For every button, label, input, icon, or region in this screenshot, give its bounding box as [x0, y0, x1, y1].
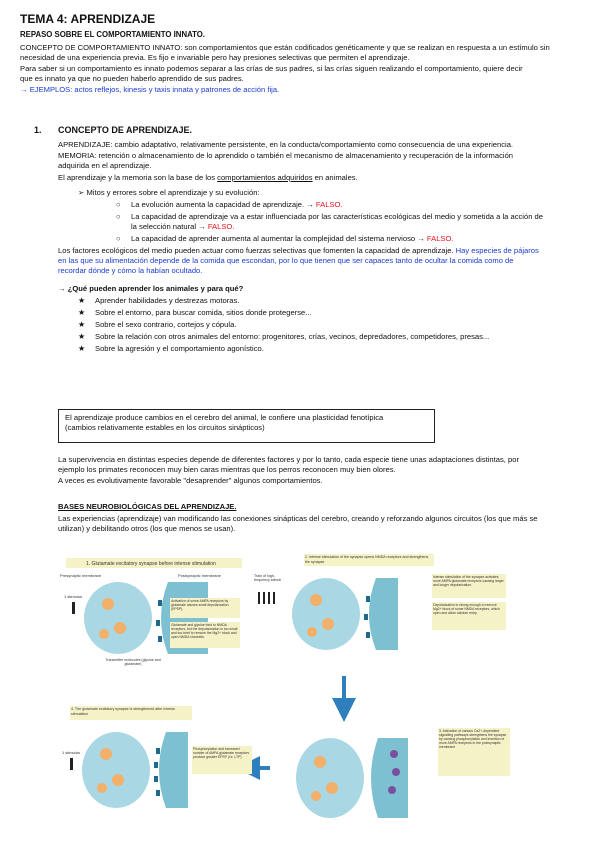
survival-line: La supervivencia en distintas especies depende de diferentes factores y por lo tanto, cada especie tiene unas adaptaciones distintas, por: [58, 455, 519, 464]
examples-line: → EJEMPLOS: actos reflejos, kinesis y taxis innata y patrones de acción fija.: [20, 85, 280, 94]
myth-item: La capacidad de aprendizaje va a estar influenciada por las características ecológicas del medio y sometida a la acción de: [131, 212, 543, 221]
definition-aprendizaje: APRENDIZAJE: cambio adaptativo, relativamente persistente, en la conducta/comportamiento como consecuencia de una experiencia.: [58, 140, 514, 149]
receptor: [158, 600, 162, 606]
bullet-circle: ○: [116, 234, 121, 243]
stimulus-marker: [258, 592, 260, 604]
myth-item: La capacidad de aprender aumenta al aumentar la complejidad del sistema nervioso → FALSO.: [131, 234, 454, 243]
vesicle: [307, 627, 317, 637]
receptor: [156, 620, 160, 626]
list-item: Sobre el sexo contrario, cortejos y cópula.: [95, 320, 237, 329]
receptor: [366, 596, 370, 602]
vesicle: [310, 594, 322, 606]
panel-1-note-1: Activation of some AMPA receptors by glutamate causes small depolarization (EPSP).: [171, 599, 229, 611]
panel-1: [60, 558, 242, 670]
subtitle: REPASO SOBRE EL COMPORTAMIENTO INNATO.: [20, 30, 205, 39]
receptor: [156, 790, 160, 796]
list-item: Sobre la relación con otros animales del entorno: progenitores, crías, vecinos, depredadores, competidores, presas...: [95, 332, 490, 341]
box-line: El aprendizaje produce cambios en el cerebro del animal, le confiere una plasticidad fenotípica: [65, 413, 384, 422]
presynaptic-label: Presynaptic membrane: [60, 573, 102, 578]
stimulus-marker: [273, 592, 275, 604]
stimulus-marker: [268, 592, 270, 604]
star-bullet: ★: [78, 320, 86, 329]
list-item: Sobre la agresión y el comportamiento agonístico.: [95, 344, 264, 353]
stimulus-marker: [263, 592, 265, 604]
neuro-heading: BASES NEUROBIOLÓGICAS DEL APRENDIZAJE.: [58, 502, 237, 511]
section-number: 1.: [34, 125, 42, 135]
star-bullet: ★: [78, 296, 86, 305]
survival-line: ejemplo los primates reconocen muy bien caras mientras que los perros reconocen muy bien olores.: [58, 465, 396, 474]
vesicle: [326, 782, 338, 794]
what-learn-heading: → ¿Qué pueden aprender los animales y para qué?: [58, 284, 244, 293]
neuro-line: Las experiencias (aprendizaje) van modificando las conexiones sinápticas del cerebro, creando y reforzando algunos circuitos (los que más se: [58, 514, 538, 523]
panel-3: [296, 728, 510, 818]
panel-1-title: 1. Glutamate excitatory synapse before intense stimulation: [86, 561, 216, 567]
stimulus-marker: [70, 758, 73, 770]
myth-item: La evolución aumenta la capacidad de aprendizaje. → FALSO.: [131, 200, 343, 209]
receptor: [158, 636, 162, 642]
panel-2: [254, 554, 506, 650]
bullet-circle: ○: [116, 200, 121, 209]
receptor: [156, 748, 160, 754]
presynaptic-terminal: [84, 582, 152, 654]
vesicle: [99, 629, 109, 639]
highlight-box: [58, 409, 435, 443]
list-item: Aprender habilidades y destrezas motoras.: [95, 296, 240, 305]
presynaptic-terminal: [296, 738, 364, 818]
stimulus-marker: [72, 602, 75, 614]
presynaptic-terminal: [292, 578, 360, 650]
list-item: Sobre el entorno, para buscar comida, sitios donde protegerse...: [95, 308, 312, 317]
receptor: [364, 614, 368, 620]
vesicle: [100, 748, 112, 760]
ltp-synapse-figure: [58, 550, 536, 842]
myth-item-cont: la selección natural → FALSO.: [131, 222, 235, 231]
ecology-line: en las que su alimentación depende de la comida que escondan, por lo que tienen que ser capaces tanto de ocultar la comida como de: [58, 256, 514, 265]
postsynaptic-membrane: [371, 738, 408, 818]
box-line: (cambios relativamente estables en los circuitos sinápticos): [65, 423, 265, 432]
panel-4-note: Phosphorylation and increased number of AMPA glutamate receptors produce greater EPSP (i.e. LTP): [193, 747, 250, 759]
myths-heading: ➢ Mitos y errores sobre el aprendizaje y su evolución:: [78, 188, 260, 197]
panel-1-note-2: Glutamate and glycine bind to NMDA receptors, but the depolarization is too small and too brief to remove the Mg2+ block and open NMDA channels.: [171, 623, 238, 639]
stimulus-label: 1 stimulus: [64, 594, 83, 599]
vesicle: [314, 756, 326, 768]
star-bullet: ★: [78, 344, 86, 353]
page-title: TEMA 4: APRENDIZAJE: [20, 12, 156, 26]
receptor: [366, 632, 370, 638]
panel-4-title: 4. The glutamate excitatory synapse is strengthened after intense stimulation: [71, 707, 176, 716]
definition-memoria: MEMORIA: retención o almacenamiento de lo aprendido o también el mecanismo de almacenamiento y recuperación de la información: [58, 151, 514, 160]
bullet-circle: ○: [116, 212, 121, 221]
panel-2-note-1: Intense stimulation of the synapse activates more AMPA glutamate receptors causing larger and longer depolarization.: [433, 575, 504, 587]
star-bullet: ★: [78, 332, 86, 341]
vesicle: [311, 791, 321, 801]
panel-3-note: 3. Activation of various Ca2+-dependent signalling pathways strengthens the synapse by causing phosphorylation and insertion of more AMPA receptors in the postsynaptic membrane: [439, 729, 507, 749]
base-line: El aprendizaje y la memoria son la base de los comportamientos adquiridos en animales.: [58, 173, 358, 182]
presynaptic-terminal: [82, 732, 150, 808]
vesicle: [322, 618, 334, 630]
neuro-line: utilizan) y debilitando otros (los que menos se usan).: [58, 524, 236, 533]
vesicle: [102, 598, 114, 610]
transmitter-label: Transmitter molecules (glycine and glutamate): [105, 658, 161, 666]
stimuli-train-label: Train of high-frequency stimuli: [254, 574, 281, 582]
panel-2-note-2: Depolarization is strong enough to remove Mg2+ block of some NMDA receptors, which open and allow calcium entry.: [433, 603, 500, 615]
receptor: [154, 762, 158, 768]
signalling-molecule: [392, 768, 400, 776]
section-title: CONCEPTO DE APRENDIZAJE.: [58, 125, 193, 135]
panel-4: [62, 706, 252, 808]
intro-line: necesidad de una experiencia previa. Es fijo e invariable pero hay presiones selectivas que permiten el aprendizaje.: [20, 53, 410, 62]
panel-2-title: 2. Intense stimulation of the synapse opens NMDA receptors and strengthens the synapse: [305, 555, 429, 564]
intro-line: Para saber si un comportamiento es innato podemos separar a las crías de sus padres, si las crías siguen realizando el comportamiento, quiere decir: [20, 64, 523, 73]
star-bullet: ★: [78, 308, 86, 317]
vesicle: [112, 774, 124, 786]
intro-line: CONCEPTO DE COMPORTAMIENTO INNATO: son comportamientos que están codificados genéticamente y que se realizan en respuesta a un estímulo sin: [20, 43, 550, 52]
intro-line: que es innato ya que no pueden haberlo aprendido de sus padres.: [20, 74, 244, 83]
postsynaptic-membrane: [369, 578, 398, 650]
stimulus-label: 1 stimulus: [62, 750, 81, 755]
receptor: [154, 776, 158, 782]
ecology-line: recordar dónde y cómo la habían ocultado.: [58, 266, 203, 275]
ecology-line: Los factores ecológicos del medio pueden actuar como fuerzas selectivas que fomenten la capacidad de aprendizaje. Hay especies de pájaros: [58, 246, 539, 255]
signalling-molecule: [388, 786, 396, 794]
vesicle: [97, 783, 107, 793]
postsynaptic-membrane: [159, 732, 188, 808]
vesicle: [114, 622, 126, 634]
definition-memoria-cont: adquirida en el aprendizaje.: [58, 161, 152, 170]
postsynaptic-label: Postsynaptic membrane: [178, 573, 221, 578]
signalling-molecule: [390, 750, 398, 758]
survival-line: A veces es evolutivamente favorable "desaprender" algunos comportamientos.: [58, 476, 323, 485]
